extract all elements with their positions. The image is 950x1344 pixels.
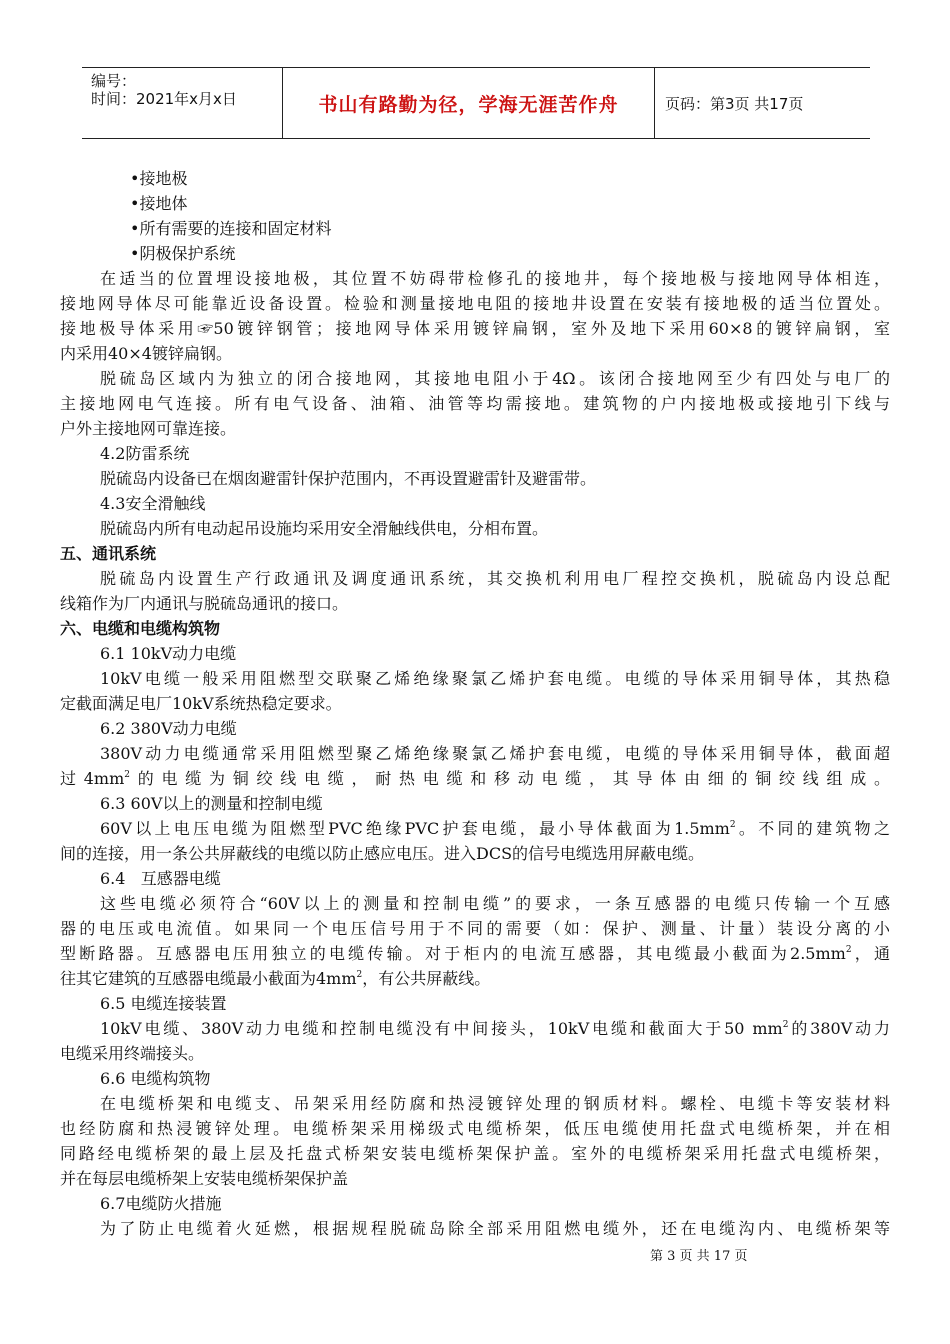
paragraph-line: 这些电缆必须符合“60V以上的测量和控制电缆”的要求，一条互感器的电缆只传输一个互感 bbox=[100, 894, 890, 913]
paragraph-line: 380V动力电缆通常采用阻燃型聚乙烯绝缘聚氯乙烯护套电缆，电缆的导体采用铜导体，截面超 bbox=[100, 744, 890, 763]
paragraph-line: 电缆采用终端接头。 bbox=[60, 1044, 205, 1063]
paragraph-line: 接地极导体采用☞50镀锌钢管；接地网导体采用镀锌扁钢，室外及地下采用60×8的镀锌扁钢，室 bbox=[60, 319, 890, 338]
header-meta-cell bbox=[82, 68, 283, 138]
section-heading-6-3: 6.3 60V以上的测量和控制电缆 bbox=[100, 794, 323, 813]
paragraph-line: 接地网导体尽可能靠近设备设置。检验和测量接地电阻的接地井设置在安装有接地极的适当位置处。 bbox=[60, 294, 890, 313]
paragraph-line: 10kV电缆一般采用阻燃型交联聚乙烯绝缘聚氯乙烯护套电缆。电缆的导体采用铜导体，其热稳 bbox=[100, 669, 890, 688]
section-heading-4-2: 4.2防雷系统 bbox=[100, 444, 190, 463]
paragraph-line: 脱硫岛内设备已在烟囱避雷针保护范围内，不再设置避雷针及避雷带。 bbox=[100, 469, 597, 488]
document-number-label: 编号： bbox=[91, 72, 137, 90]
motto: 书山有路勤为径，学海无涯苦作舟 bbox=[318, 93, 619, 116]
chapter-heading-5: 五、通讯系统 bbox=[60, 544, 157, 563]
section-heading-6-4: 6.4 互感器电缆 bbox=[100, 869, 221, 888]
paragraph-line: 户外主接地网可靠连接。 bbox=[60, 419, 237, 438]
paragraph-line: 也经防腐和热浸镀锌处理。电缆桥架采用梯级式电缆桥架，低压电缆使用托盘式电缆桥架，并在相 bbox=[60, 1119, 890, 1138]
section-heading-6-7: 6.7电缆防火措施 bbox=[100, 1194, 222, 1213]
document-body bbox=[60, 166, 890, 1241]
paragraph-line: 定截面满足电厂10kV系统热稳定要求。 bbox=[60, 694, 342, 713]
section-heading-4-3: 4.3安全滑触线 bbox=[100, 494, 206, 513]
paragraph-line: 内采用40×4镀锌扁钢。 bbox=[60, 344, 232, 363]
paragraph-line: 过$4mm^2$的电缆为铜绞线电缆，耐热电缆和移动电缆，其导体由细的铜绞线组成。 bbox=[60, 769, 890, 788]
document-date: 时间：2021年x月x日 bbox=[91, 90, 237, 108]
section-heading-6-5: 6.5 电缆连接装置 bbox=[100, 994, 227, 1013]
paragraph-line: 60V以上电压电缆为阻燃型PVC绝缘PVC护套电缆，最小导体截面为$1.5mm^2$。不同的建筑物之 bbox=[100, 819, 890, 838]
section-heading-6-1: 6.1 10kV动力电缆 bbox=[100, 644, 237, 663]
paragraph-line: 器的电压或电流值。如果同一个电压信号用于不同的需要（如：保护、测量、计量）装设分离的小 bbox=[60, 919, 890, 938]
paragraph-line: 脱硫岛内所有电动起吊设施均采用安全滑触线供电，分相布置。 bbox=[100, 519, 549, 538]
bullet-item: •所有需要的连接和固定材料 bbox=[130, 219, 332, 238]
page-info: 页码：第3页 共17页 bbox=[665, 95, 804, 113]
section-heading-6-2: 6.2 380V动力电缆 bbox=[100, 719, 237, 738]
bullet-item: •接地极 bbox=[130, 169, 188, 188]
page-footer: 第 3 页 共 17 页 bbox=[650, 1249, 748, 1264]
paragraph-line: 10kV电缆、380V动力电缆和控制电缆没有中间接头，10kV电缆和截面大于50 $mm^2$的380V动力 bbox=[100, 1019, 890, 1038]
bullet-item: •接地体 bbox=[130, 194, 188, 213]
paragraph-line: 脱硫岛区域内为独立的闭合接地网，其接地电阻小于4Ω。该闭合接地网至少有四处与电厂的 bbox=[100, 369, 890, 388]
paragraph-line: 主接地网电气连接。所有电气设备、油箱、油管等均需接地。建筑物的户内接地极或接地引下线与 bbox=[60, 394, 890, 413]
paragraph-line: 同路经电缆桥架的最上层及托盘式桥架安装电缆桥架保护盖。室外的电缆桥架采用托盘式电缆桥架， bbox=[60, 1144, 890, 1163]
paragraph-line: 在适当的位置埋设接地极，其位置不妨碍带检修孔的接地井，每个接地极与接地网导体相连， bbox=[100, 269, 890, 288]
paragraph-line: 为了防止电缆着火延燃，根据规程脱硫岛除全部采用阻燃电缆外，还在电缆沟内、电缆桥架等 bbox=[100, 1219, 890, 1238]
page-header bbox=[82, 67, 870, 139]
header-page-cell bbox=[654, 68, 871, 138]
paragraph-line: 脱硫岛内设置生产行政通讯及调度通讯系统，其交换机利用电厂程控交换机，脱硫岛内设总配 bbox=[100, 569, 890, 588]
paragraph-line: 线箱作为厂内通讯与脱硫岛通讯的接口。 bbox=[60, 594, 349, 613]
chapter-heading-6: 六、电缆和电缆构筑物 bbox=[60, 619, 221, 638]
paragraph-line: 型断路器。互感器电压用独立的电缆传输。对于柜内的电流互感器，其电缆最小截面为$2.5mm^2$，通 bbox=[60, 944, 890, 963]
paragraph-line: 并在每层电缆桥架上安装电缆桥架保护盖 bbox=[60, 1169, 349, 1188]
paragraph-line: 在电缆桥架和电缆支、吊架采用经防腐和热浸镀锌处理的钢质材料。螺栓、电缆卡等安装材料 bbox=[100, 1094, 890, 1113]
section-heading-6-6: 6.6 电缆构筑物 bbox=[100, 1069, 211, 1088]
paragraph-line: 间的连接，用一条公共屏蔽线的电缆以防止感应电压。进入DCS的信号电缆选用屏蔽电缆。 bbox=[60, 844, 705, 863]
bullet-item: •阴极保护系统 bbox=[130, 244, 236, 263]
paragraph-line: 往其它建筑的互感器电缆最小截面为$4mm^2$，有公共屏蔽线。 bbox=[60, 969, 491, 988]
header-motto-cell bbox=[283, 68, 654, 138]
